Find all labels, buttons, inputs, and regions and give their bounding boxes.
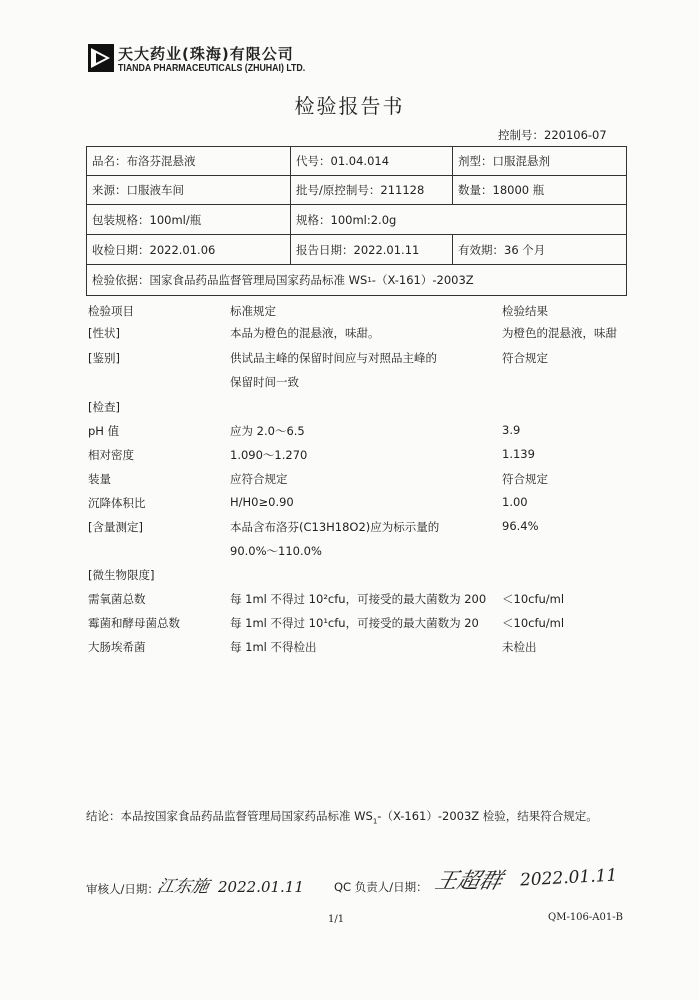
row-standard: H/H0≥0.90	[230, 495, 294, 509]
column-standard-header: 标准规定	[230, 304, 276, 318]
row-standard: 应符合规定	[230, 472, 288, 486]
row-item: [鉴别]	[88, 351, 120, 365]
conclusion-text-tail: -（X-161）-2003Z 检验，结果符合规定。	[377, 809, 598, 823]
basis-cell	[87, 265, 627, 296]
reviewer-label: 审核人/日期：	[86, 882, 159, 896]
row-item: 装量	[88, 472, 111, 486]
row-item: 相对密度	[88, 448, 134, 462]
row-item: pH 值	[88, 424, 120, 438]
conclusion	[86, 808, 598, 825]
basis-text-tail: -（X-161）-2003Z	[371, 273, 474, 287]
conclusion-sub: 1	[372, 817, 378, 826]
basis-sub: 1	[367, 276, 372, 284]
row-item: 大肠埃希菌	[88, 640, 146, 654]
qc-signature: 王超群	[432, 869, 505, 894]
reviewer-signature: 江东施	[155, 877, 211, 897]
quantity-cell: 数量：18000 瓶	[453, 176, 627, 205]
column-result-header: 检验结果	[502, 304, 548, 318]
row-item: 霉菌和酵母菌总数	[88, 616, 180, 630]
row-result: 96.4%	[502, 519, 539, 533]
row-item: [含量测定]	[88, 520, 143, 534]
column-item-header: 检验项目	[88, 304, 134, 318]
row-result: ＜10cfu/ml	[502, 616, 565, 630]
form-code: QM-106-A01-B	[548, 912, 623, 923]
row-standard: 本品含布洛芬(C13H18O2)应为标示量的	[230, 520, 440, 534]
control-number: 控制号：220106-07	[498, 128, 607, 142]
row-standard: 供试品主峰的保留时间应与对照品主峰的	[230, 351, 437, 365]
document-title: 检验报告书	[294, 94, 405, 118]
row-result: 1.00	[502, 495, 528, 509]
validity-cell: 有效期：36 个月	[453, 235, 627, 265]
row-result: 符合规定	[502, 351, 548, 365]
company-name-en: TIANDA PHARMACEUTICALS (ZHUHAI) LTD.	[118, 63, 306, 74]
package-cell: 包装规格：100ml/瓶	[87, 205, 291, 235]
qc-date: 2022.01.11	[519, 865, 618, 891]
report-date-cell: 报告日期：2022.01.11	[291, 235, 453, 265]
row-standard: 保留时间一致	[230, 375, 299, 389]
row-item: 需氧菌总数	[88, 592, 146, 606]
row-standard: 90.0%～110.0%	[230, 544, 322, 558]
row-result: 为橙色的混悬液，味甜	[502, 326, 617, 340]
row-result: 1.139	[502, 447, 535, 461]
row-standard: 每 1ml 不得过 10²cfu，可接受的最大菌数为 200	[230, 592, 487, 606]
row-standard: 应为 2.0～6.5	[230, 424, 305, 438]
row-result: 符合规定	[502, 472, 548, 486]
code-cell: 代号：01.04.014	[291, 147, 453, 176]
page-number: 1/1	[328, 914, 345, 925]
row-standard: 本品为橙色的混悬液，味甜。	[230, 326, 380, 340]
batch-cell: 批号/原控制号：211128	[291, 176, 453, 205]
row-item: [性状]	[88, 326, 120, 340]
row-result: 3.9	[502, 423, 521, 437]
received-date-cell: 收检日期：2022.01.06	[87, 235, 291, 265]
row-standard: 每 1ml 不得检出	[230, 640, 317, 654]
qc-label: QC 负责人/日期：	[334, 880, 428, 894]
company-name-cn: 天大药业(珠海)有限公司	[118, 45, 294, 63]
row-result: ＜10cfu/ml	[502, 592, 565, 606]
product-name-cell: 品名：布洛芬混悬液	[87, 147, 291, 176]
row-item: [微生物限度]	[88, 568, 155, 582]
row-item: 沉降体积比	[88, 496, 146, 510]
reviewer-date: 2022.01.11	[218, 878, 304, 896]
row-standard: 每 1ml 不得过 10¹cfu，可接受的最大菌数为 20	[230, 616, 479, 630]
dosage-form-cell: 剂型：口服混悬剂	[453, 147, 627, 176]
info-table	[86, 146, 627, 296]
basis-text: 检验依据：国家食品药品监督管理局国家药品标准 WS	[92, 273, 368, 287]
row-item: [检查]	[88, 400, 120, 414]
company-logo-icon	[88, 44, 114, 72]
conclusion-text: 结论：本品按国家食品药品监督管理局国家药品标准 WS	[86, 809, 373, 823]
spec-cell: 规格：100ml:2.0g	[291, 205, 627, 235]
row-standard: 1.090～1.270	[230, 448, 308, 462]
row-result: 未检出	[502, 640, 537, 654]
source-cell: 来源：口服液车间	[87, 176, 291, 205]
